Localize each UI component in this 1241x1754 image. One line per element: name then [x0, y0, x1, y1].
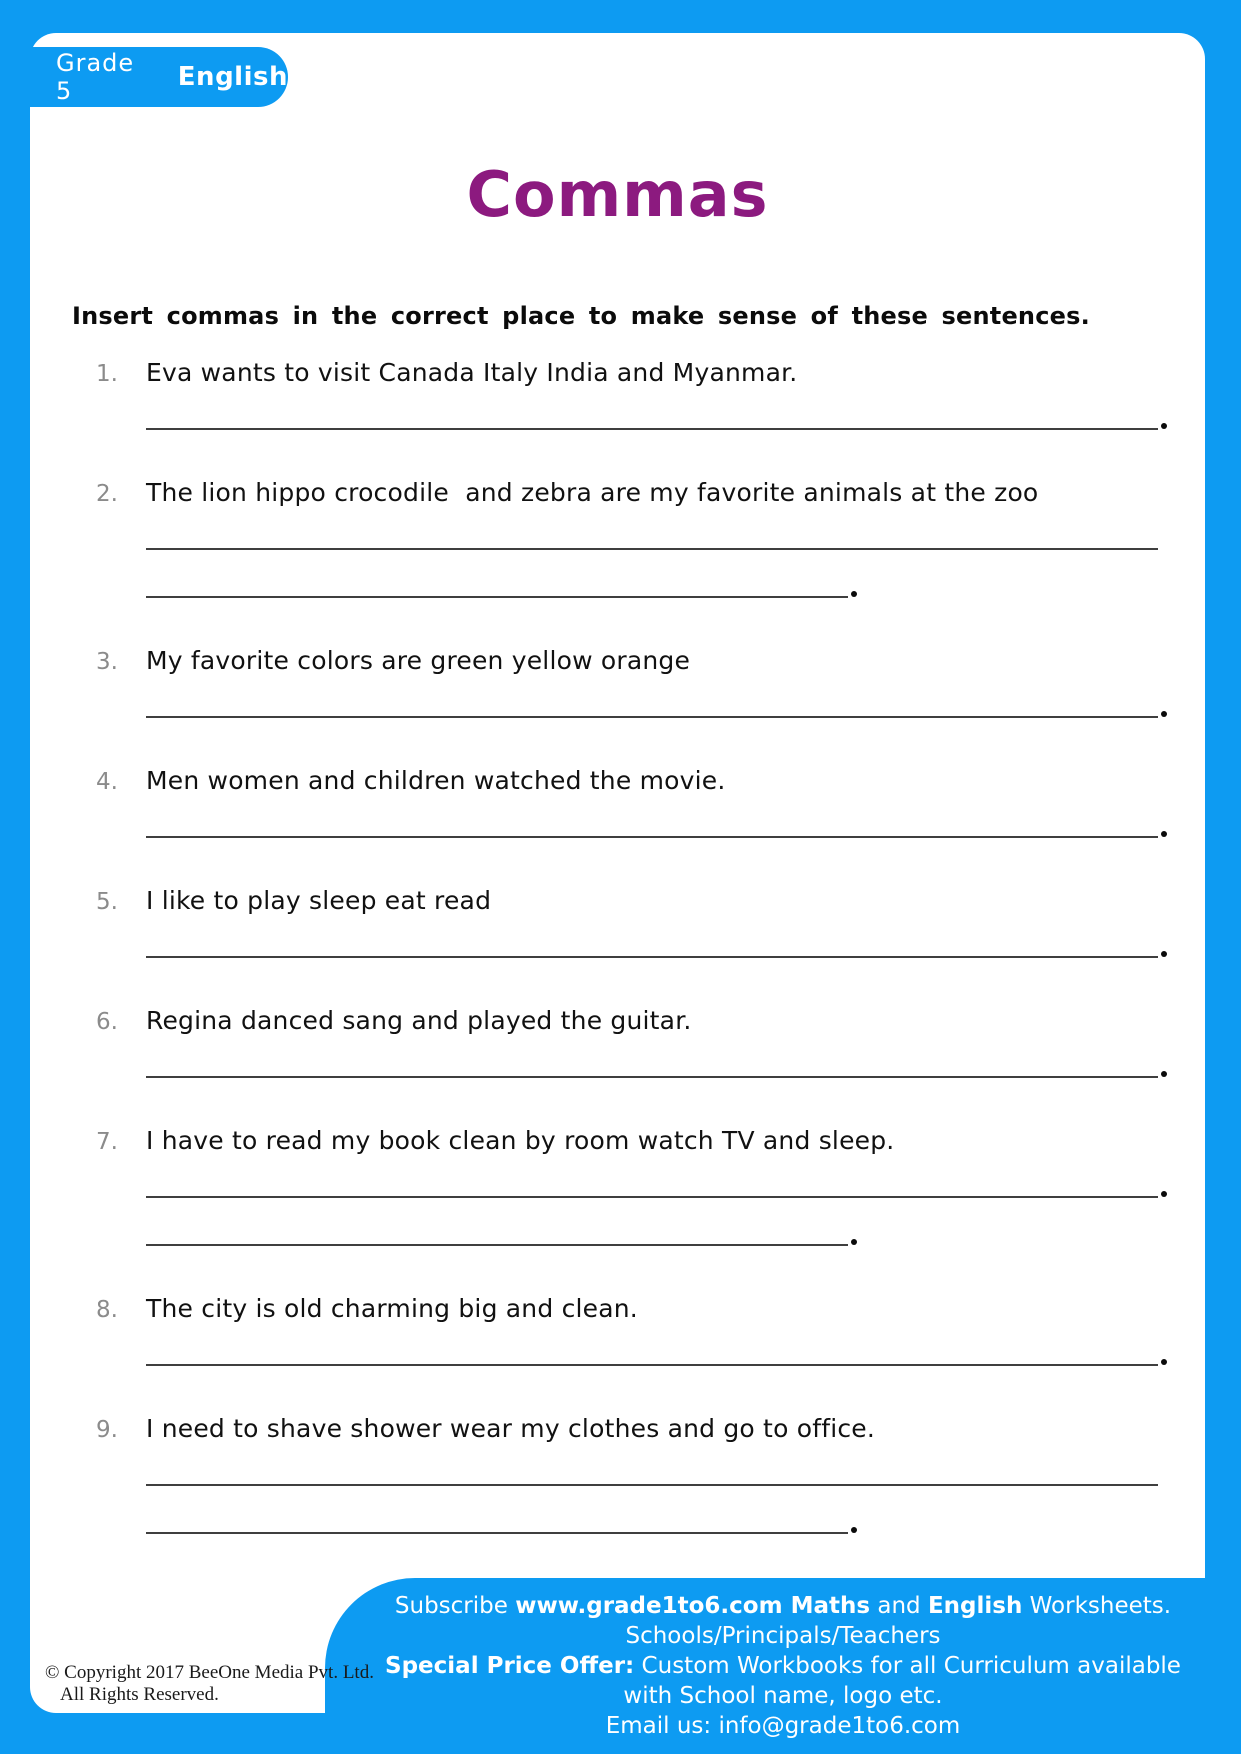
- promo-text-bold: Special Price Offer:: [385, 1653, 635, 1679]
- answer-line: [146, 1532, 848, 1534]
- answer-line-row: [146, 428, 1205, 430]
- answer-line: [146, 836, 1158, 838]
- answer-line-row: [146, 1196, 1205, 1198]
- answer-line: [146, 1484, 1158, 1486]
- answer-line: [146, 428, 1158, 430]
- promo-text: with School name, logo etc.: [623, 1683, 943, 1709]
- item-sentence: Regina danced sang and played the guitar.: [146, 1006, 692, 1035]
- answer-line-row: [146, 1364, 1205, 1366]
- item-number: 7.: [96, 1129, 118, 1155]
- promo-text: Subscribe: [394, 1593, 516, 1619]
- copyright-line2: All Rights Reserved.: [60, 1684, 219, 1705]
- sentence-row: [30, 1294, 1205, 1328]
- exercise-item: [30, 646, 1205, 766]
- line-end-period: [1161, 1191, 1167, 1197]
- answer-line-row: [146, 1076, 1205, 1078]
- exercise-instruction: Insert commas in the correct place to make sense of these sentences.: [72, 302, 1090, 330]
- item-number: 9.: [96, 1417, 118, 1443]
- item-number: 1.: [96, 361, 118, 387]
- promo-line: [325, 1681, 1241, 1711]
- sentence-row: [30, 1126, 1205, 1160]
- answer-line: [146, 548, 1158, 550]
- sentence-row: [30, 358, 1205, 392]
- item-number: 6.: [96, 1009, 118, 1035]
- line-end-period: [851, 1239, 857, 1245]
- promo-text: Schools/Principals/Teachers: [625, 1623, 941, 1649]
- promo-text: Worksheets.: [1022, 1593, 1172, 1619]
- line-end-period: [1161, 711, 1167, 717]
- promo-footer: [325, 1578, 1241, 1754]
- promo-line: [325, 1711, 1241, 1741]
- promo-text: Custom Workbooks for all Curriculum available: [634, 1653, 1181, 1679]
- worksheet-title: Commas: [466, 158, 769, 231]
- item-number: 8.: [96, 1297, 118, 1323]
- line-end-period: [1161, 1071, 1167, 1077]
- item-number: 4.: [96, 769, 118, 795]
- answer-line: [146, 1076, 1158, 1078]
- exercise-item: [30, 1414, 1205, 1582]
- exercise-item: [30, 766, 1205, 886]
- line-end-period: [851, 1527, 857, 1533]
- promo-text-bold: www.grade1to6.com Maths: [515, 1593, 871, 1619]
- subject-label: English: [177, 62, 288, 92]
- item-sentence: I need to shave shower wear my clothes and go to office.: [146, 1414, 876, 1443]
- sentence-row: [30, 1414, 1205, 1448]
- promo-line: [325, 1621, 1241, 1651]
- exercise-item: [30, 1294, 1205, 1414]
- line-end-period: [1161, 423, 1167, 429]
- answer-line: [146, 1196, 1158, 1198]
- line-end-period: [1161, 831, 1167, 837]
- answer-line-row: [146, 1532, 1205, 1534]
- answer-line-row: [146, 548, 1205, 550]
- sentence-row: [30, 646, 1205, 680]
- item-number: 2.: [96, 481, 118, 507]
- item-sentence: Eva wants to visit Canada Italy India and Myanmar.: [146, 358, 798, 387]
- grade-label: Grade 5: [56, 49, 135, 105]
- worksheet-page: [30, 33, 1205, 1713]
- exercise-list: [30, 358, 1205, 1582]
- promo-line: [325, 1651, 1241, 1681]
- promo-line: [325, 1591, 1241, 1621]
- answer-line: [146, 1244, 848, 1246]
- sentence-row: [30, 886, 1205, 920]
- answer-line-row: [146, 1484, 1205, 1486]
- answer-line: [146, 956, 1158, 958]
- item-sentence: The city is old charming big and clean.: [146, 1294, 638, 1323]
- item-number: 3.: [96, 649, 118, 675]
- answer-line-row: [146, 596, 1205, 598]
- item-sentence: The lion hippo crocodile and zebra are my favorite animals at the zoo: [146, 478, 1039, 507]
- exercise-item: [30, 358, 1205, 478]
- answer-line: [146, 716, 1158, 718]
- sentence-row: [30, 766, 1205, 800]
- copyright-line1: © Copyright 2017 BeeOne Media Pvt. Ltd.: [45, 1662, 374, 1683]
- answer-line-row: [146, 836, 1205, 838]
- item-sentence: Men women and children watched the movie.: [146, 766, 726, 795]
- line-end-period: [1161, 951, 1167, 957]
- item-number: 5.: [96, 889, 118, 915]
- exercise-item: [30, 478, 1205, 646]
- answer-line: [146, 1364, 1158, 1366]
- line-end-period: [851, 591, 857, 597]
- grade-subject-badge: [30, 47, 288, 107]
- item-sentence: My favorite colors are green yellow orange: [146, 646, 691, 675]
- promo-text-bold: English: [927, 1593, 1023, 1619]
- item-sentence: I have to read my book clean by room watch TV and sleep.: [146, 1126, 895, 1155]
- exercise-item: [30, 1126, 1205, 1294]
- exercise-item: [30, 1006, 1205, 1126]
- promo-text: and: [870, 1593, 928, 1619]
- exercise-item: [30, 886, 1205, 1006]
- copyright-notice: [45, 1662, 374, 1706]
- sentence-row: [30, 1006, 1205, 1040]
- answer-line: [146, 596, 848, 598]
- sentence-row: [30, 478, 1205, 512]
- promo-text: Email us: info@grade1to6.com: [605, 1713, 961, 1739]
- answer-line-row: [146, 1244, 1205, 1246]
- line-end-period: [1161, 1359, 1167, 1365]
- answer-line-row: [146, 956, 1205, 958]
- item-sentence: I like to play sleep eat read: [146, 886, 492, 915]
- answer-line-row: [146, 716, 1205, 718]
